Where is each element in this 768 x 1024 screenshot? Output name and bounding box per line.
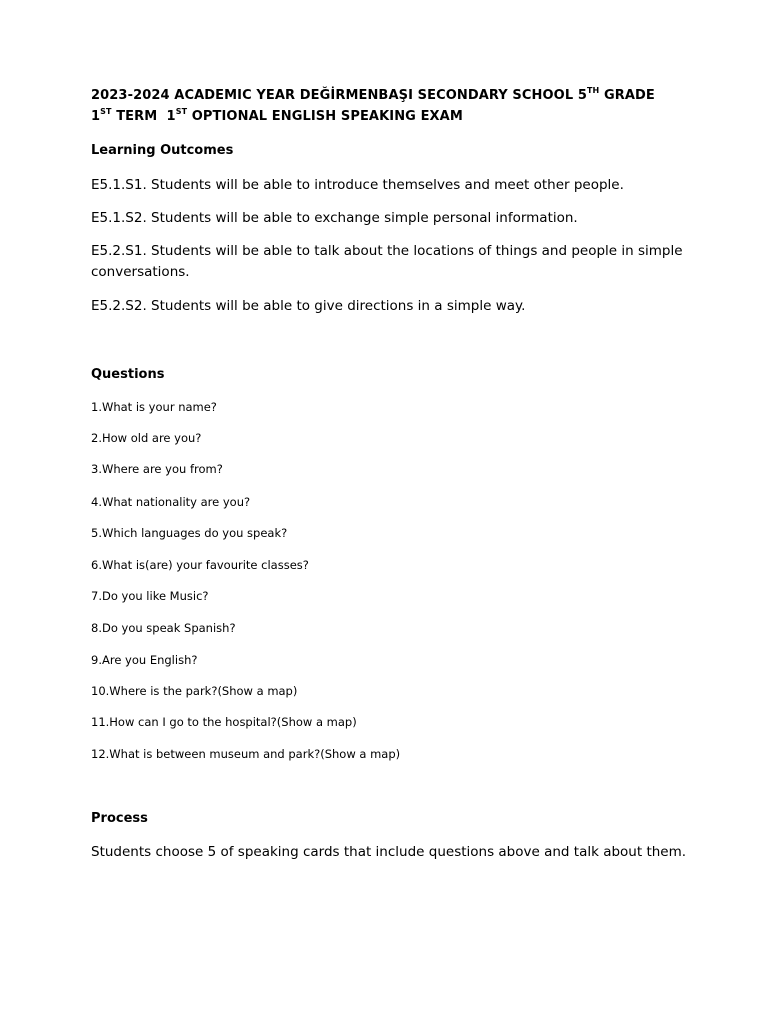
title-line-1-superscript: TH bbox=[586, 86, 600, 95]
title-line-1-end: GRADE bbox=[599, 88, 655, 103]
question-item: 12.What is between museum and park?(Show a map) bbox=[91, 747, 401, 761]
question-item: 4.What nationality are you? bbox=[91, 495, 251, 509]
learning-outcome-item: E5.2.S1. Students will be able to talk about the locations of things and people in simple conversations. bbox=[91, 243, 683, 280]
questions-heading: Questions bbox=[91, 367, 165, 382]
question-item: 2.How old are you? bbox=[91, 431, 202, 445]
exam-title-line-2 bbox=[91, 109, 463, 124]
learning-outcome-item: E5.1.S1. Students will be able to introduce themselves and meet other people. bbox=[91, 177, 624, 193]
process-description: Students choose 5 of speaking cards that include questions above and talk about them. bbox=[91, 844, 687, 860]
question-item: 3.Where are you from? bbox=[91, 462, 223, 476]
question-item: 7.Do you like Music? bbox=[91, 589, 209, 603]
learning-outcome-item: E5.2.S2. Students will be able to give directions in a simple way. bbox=[91, 298, 526, 314]
exam-title-line-1 bbox=[91, 88, 655, 103]
question-item: 11.How can I go to the hospital?(Show a map) bbox=[91, 715, 357, 729]
question-item: 1.What is your name? bbox=[91, 400, 217, 414]
question-item: 10.Where is the park?(Show a map) bbox=[91, 684, 298, 698]
learning-outcome-item: E5.1.S2. Students will be able to exchange simple personal information. bbox=[91, 210, 578, 226]
process-heading: Process bbox=[91, 811, 148, 826]
title-line-2-sup-b: ST bbox=[175, 107, 188, 116]
title-line-2-sup-a: ST bbox=[100, 107, 112, 116]
title-line-2-part-a: 1 bbox=[91, 109, 101, 124]
question-item: 6.What is(are) your favourite classes? bbox=[91, 558, 309, 572]
question-item: 5.Which languages do you speak? bbox=[91, 526, 288, 540]
title-line-1-text: 2023-2024 ACADEMIC YEAR DEĞİRMENBAŞI SECONDARY SCHOOL 5 bbox=[91, 88, 587, 103]
title-line-2-part-b: TERM 1 bbox=[111, 109, 176, 124]
learning-outcomes-heading: Learning Outcomes bbox=[91, 143, 234, 158]
title-line-2-part-c: OPTIONAL ENGLISH SPEAKING EXAM bbox=[187, 109, 463, 124]
question-item: 9.Are you English? bbox=[91, 653, 198, 667]
question-item: 8.Do you speak Spanish? bbox=[91, 621, 236, 635]
